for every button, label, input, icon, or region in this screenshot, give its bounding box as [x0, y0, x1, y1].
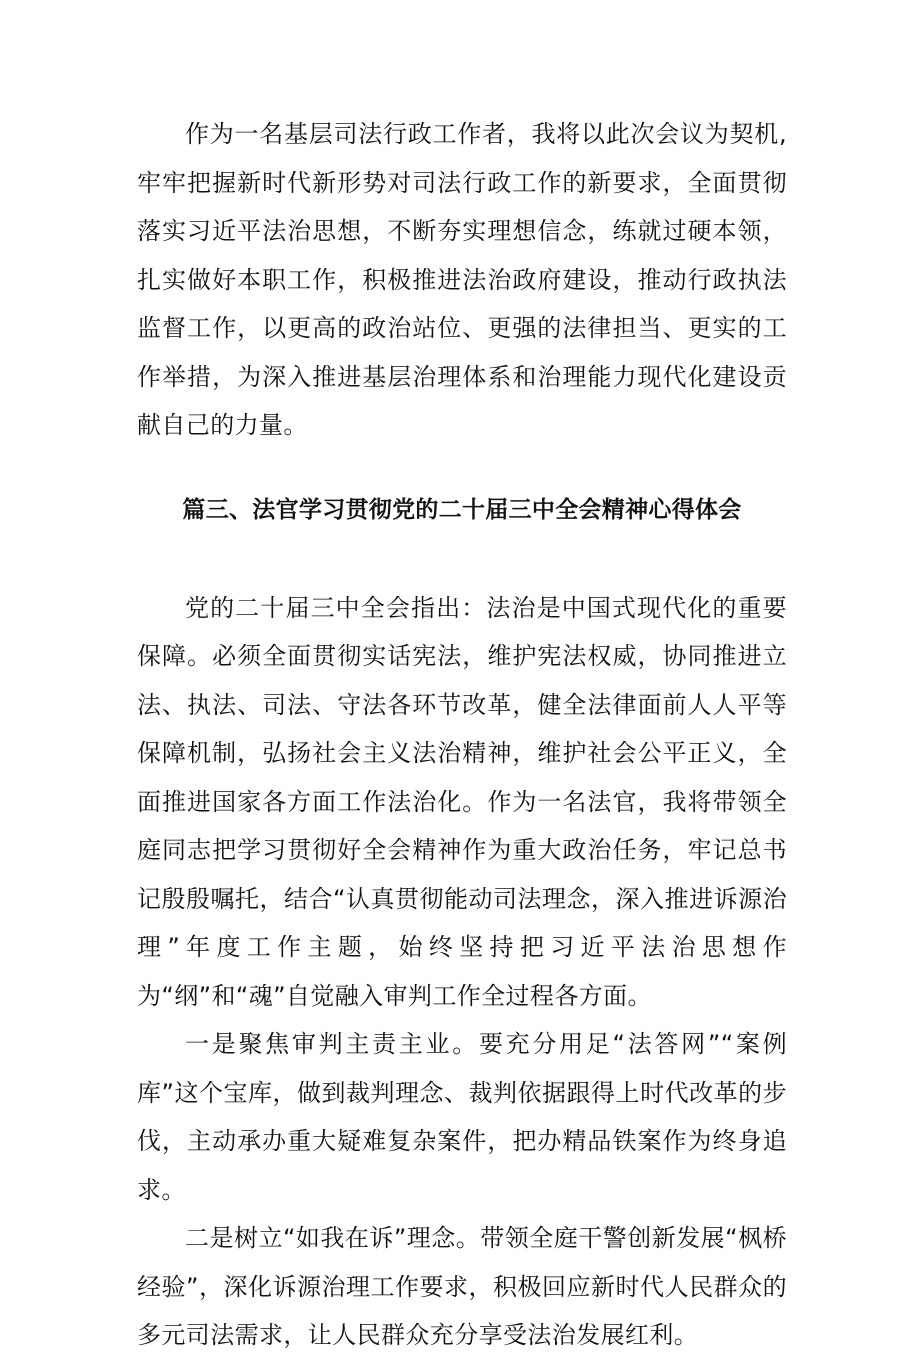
section-title: 篇三、法官学习贯彻党的二十届三中全会精神心得体会 [182, 496, 742, 523]
paragraph-intro: 作为一名基层司法行政工作者，我将以此次会议为契机,牢牢把握新时代新形势对司法行政工作的新要求，全面贯彻落实习近平法治思想，不断夯实理想信念，练就过硬本领，扎实做好本职工作，积极推进法治政府建设，推动行政执法监督工作，以更高的政治站位、更强的法律担当、更实的工作举措，为深入推进基层治理体系和治理能力现代化建设贡献自己的力量。 [137, 120, 787, 439]
document-content [137, 110, 787, 1360]
paragraph-point-two: 二是树立“如我在诉”理念。带领全庭干警创新发展“枫桥经验”，深化诉源治理工作要求，积极回应新时代人民群众的多元司法需求，让人民群众充分享受法治发展红利。 [137, 1224, 787, 1349]
paragraph-main: 党的二十届三中全会指出：法治是中国式现代化的重要保障。必须全面贯彻实话宪法，维护宪法权威，协同推进立法、执法、司法、守法各环节改革，健全法律面前人人平等保障机制，弘扬社会主义法治精神，维护社会公平正义，全面推进国家各方面工作法治化。作为一名法官，我将带领全庭同志把学习贯彻好全会精神作为重大政治任务，牢记总书记殷殷嘱托，结合“认真贯彻能动司法理念，深入推进诉源治理”年度工作主题，始终坚持把习近平法治思想作为“纲”和“魂”自觉融入审判工作全过程各方面。 [137, 593, 787, 1010]
paragraph-point-one: 一是聚焦审判主责主业。要充分用足“法答网”“案例库”这个宝库，做到裁判理念、裁判依据跟得上时代改革的步伐，主动承办重大疑难复杂案件，把办精品铁案作为终身追求。 [137, 1030, 787, 1204]
